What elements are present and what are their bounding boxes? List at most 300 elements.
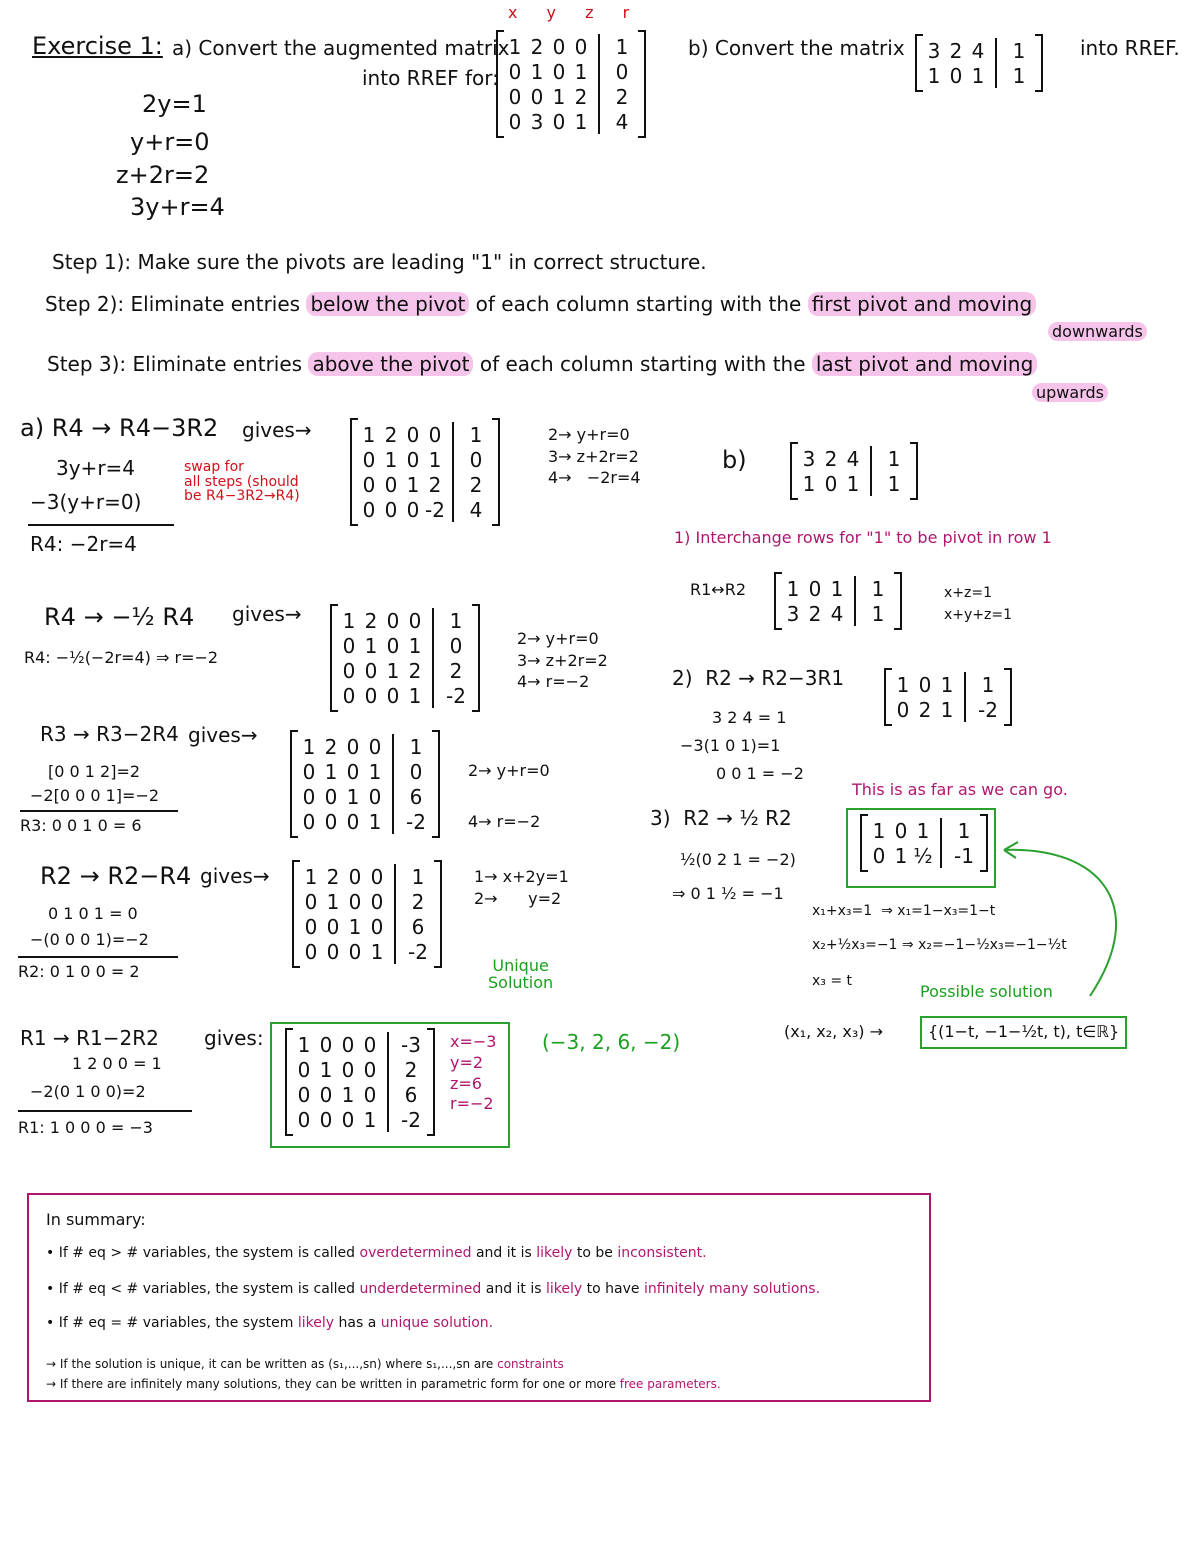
matrix-entry: 1: [971, 63, 985, 88]
matrix-a-4-row: [300, 864, 434, 889]
matrix-entry: 0: [326, 939, 340, 964]
matrix-entry: 1: [1012, 63, 1026, 88]
augment-bar: [940, 843, 942, 868]
matrix-entry: 2: [404, 1057, 418, 1082]
augment-bar: [598, 84, 600, 109]
step-1: Step 1): Make sure the pivots are leading "1" in correct structure.: [52, 250, 707, 274]
matrix-entry: 1: [981, 672, 995, 697]
matrix-entry: 1: [406, 472, 420, 497]
a-gives-3: gives→: [188, 723, 258, 747]
matrix-entry: 1: [384, 447, 398, 472]
step-2-downwards: downwards: [1048, 324, 1147, 341]
matrix-entry: -1: [954, 843, 974, 868]
a-equations-1: 2→ y+r=0 3→ z+2r=2 4→ −2r=4: [548, 425, 641, 488]
matrix-entry: 1: [846, 471, 860, 496]
matrix-entry: 0: [872, 843, 886, 868]
a-work-11: 1 2 0 0 = 1: [72, 1054, 162, 1073]
matrix-entry: 1: [302, 734, 316, 759]
matrix-a-row: [504, 59, 638, 84]
matrix-entry: 1: [872, 818, 886, 843]
matrix-b-2-row: [892, 697, 1004, 722]
matrix-entry: 1: [319, 1057, 333, 1082]
b-work-4: ½(0 2 1 = −2): [680, 850, 796, 869]
matrix-entry: 3: [786, 601, 800, 626]
matrix-entry: 0: [319, 1082, 333, 1107]
matrix-entry: 1: [530, 59, 544, 84]
augment-bar: [394, 914, 396, 939]
matrix-a-step-2: [330, 606, 480, 710]
augment-bar: [392, 759, 394, 784]
matrix-entry: 0: [362, 497, 376, 522]
matrix-entry: 0: [297, 1057, 311, 1082]
matrix-entry: 2: [808, 601, 822, 626]
matrix-entry: 0: [368, 734, 382, 759]
matrix-entry: 0: [508, 59, 522, 84]
matrix-entry: 1: [574, 109, 588, 134]
matrix-entry: 0: [364, 683, 378, 708]
matrix-entry: ½: [913, 843, 933, 868]
matrix-entry: 0: [342, 633, 356, 658]
augment-bar: [394, 889, 396, 914]
matrix-entry: 1: [896, 672, 910, 697]
matrix-a-row: [504, 34, 638, 59]
matrix-a-row: [504, 109, 638, 134]
matrix-entry: 2: [364, 608, 378, 633]
augment-bar: [387, 1082, 389, 1107]
augment-bar: [392, 809, 394, 834]
augment-bar: [598, 109, 600, 134]
matrix-b-row: [923, 38, 1035, 63]
matrix-entry: -2: [446, 683, 466, 708]
b-op-2: 2) R2 → R2−3R1: [672, 666, 845, 690]
matrix-entry: 1: [363, 1107, 377, 1132]
matrix-entry: 2: [408, 658, 422, 683]
matrix-entry: 1: [324, 759, 338, 784]
augment-bar: [870, 471, 872, 496]
augment-bar: [452, 447, 454, 472]
a-op-1: a) R4 → R4−3R2: [20, 414, 219, 442]
matrix-a-1-row: [358, 497, 492, 522]
matrix-entry: 2: [324, 734, 338, 759]
a-work-7: R3: 0 0 1 0 = 6: [20, 816, 142, 835]
matrix-entry: -2: [401, 1107, 421, 1132]
a-work-9: −(0 0 0 1)=−2: [30, 930, 149, 949]
matrix-entry: 0: [384, 472, 398, 497]
matrix-entry: 1: [370, 939, 384, 964]
augment-bar: [387, 1057, 389, 1082]
b-step-1: 1) Interchange rows for "1" to be pivot in row 1: [674, 528, 1052, 547]
a-work-6: −2[0 0 0 1]=−2: [30, 786, 160, 805]
equation-4: 3y+r=4: [130, 193, 225, 221]
matrix-a-4-row: [300, 889, 434, 914]
equation-2: y+r=0: [130, 128, 210, 156]
matrix-entry: 0: [386, 633, 400, 658]
b-work-1: 3 2 4 = 1: [712, 708, 787, 727]
matrix-entry: 0: [384, 497, 398, 522]
matrix-entry: 2: [949, 38, 963, 63]
a-work-1: 3y+r=4: [56, 456, 136, 480]
matrix-entry: 1: [940, 697, 954, 722]
matrix-entry: 0: [346, 734, 360, 759]
augment-bar: [394, 939, 396, 964]
matrix-entry: 2: [824, 446, 838, 471]
augment-bar: [452, 422, 454, 447]
augment-bar: [392, 784, 394, 809]
matrix-a-1-row: [358, 472, 492, 497]
augment-bar: [598, 34, 600, 59]
matrix-entry: 0: [918, 672, 932, 697]
summary-bullet-2: • If # eq < # variables, the system is called underdetermined and it is likely to have infinitely many solutions.: [46, 1281, 821, 1297]
matrix-entry: 1: [508, 34, 522, 59]
a-work-3: R4: −2r=4: [30, 532, 137, 556]
matrix-entry: -2: [978, 697, 998, 722]
step-3: Step 3): Eliminate entries above the pivot of each column starting with the last pivot and moving: [47, 354, 1037, 375]
matrix-entry: 2: [469, 472, 483, 497]
matrix-entry: 0: [508, 109, 522, 134]
matrix-a-5-row: [293, 1107, 427, 1132]
augment-bar: [598, 59, 600, 84]
matrix-entry: 1: [927, 63, 941, 88]
matrix-entry: 0: [324, 784, 338, 809]
matrix-b-0-row: [798, 471, 910, 496]
matrix-entry: 0: [552, 34, 566, 59]
matrix-b-3-row: [868, 818, 980, 843]
matrix-entry: 0: [348, 889, 362, 914]
matrix-entry: 0: [428, 422, 442, 447]
a-op-4: R2 → R2−R4: [40, 862, 192, 890]
matrix-b-0-row: [798, 446, 910, 471]
matrix-entry: 0: [370, 864, 384, 889]
a-gives-5: gives:: [204, 1026, 264, 1050]
matrix-entry: 1: [326, 889, 340, 914]
matrix-entry: 0: [363, 1082, 377, 1107]
matrix-b-3-row: [868, 843, 980, 868]
matrix-entry: 3: [802, 446, 816, 471]
augment-bar: [387, 1032, 389, 1057]
b-param-1: x₁+x₃=1 ⇒ x₁=1−x₃=1−t: [812, 903, 996, 919]
matrix-entry: 2: [615, 84, 629, 109]
param-lhs: (x₁, x₂, x₃) →: [784, 1022, 883, 1041]
matrix-entry: 0: [346, 759, 360, 784]
matrix-entry: 4: [846, 446, 860, 471]
matrix-entry: 0: [949, 63, 963, 88]
matrix-entry: 2: [574, 84, 588, 109]
matrix-entry: 0: [574, 34, 588, 59]
a-op-5: R1 → R1−2R2: [20, 1026, 159, 1050]
matrix-entry: 6: [404, 1082, 418, 1107]
matrix-entry: 4: [615, 109, 629, 134]
matrix-entry: 1: [830, 576, 844, 601]
matrix-entry: -2: [408, 939, 428, 964]
matrix-a-2-row: [338, 633, 472, 658]
augment-bar: [387, 1107, 389, 1132]
matrix-a-original: [496, 32, 646, 136]
matrix-entry: 4: [469, 497, 483, 522]
matrix-entry: 0: [469, 447, 483, 472]
matrix-b-final: [860, 816, 988, 870]
swap-note: swap for all steps (should be R4−3R2→R4): [184, 459, 300, 505]
part-a-prompt-2: into RREF for:: [362, 66, 499, 90]
matrix-entry: 0: [362, 472, 376, 497]
augment-bar: [940, 818, 942, 843]
step-2: Step 2): Eliminate entries below the pivot of each column starting with the first pivot and moving: [45, 294, 1036, 315]
matrix-b-step-0: [790, 444, 918, 498]
matrix-entry: -2: [425, 497, 445, 522]
matrix-entry: 0: [302, 784, 316, 809]
augment-bar: [432, 658, 434, 683]
matrix-entry: 0: [386, 608, 400, 633]
matrix-entry: 1: [341, 1082, 355, 1107]
matrix-entry: 2: [326, 864, 340, 889]
matrix-entry: 1: [916, 818, 930, 843]
matrix-entry: 0: [530, 84, 544, 109]
matrix-entry: 3: [927, 38, 941, 63]
matrix-entry: 6: [409, 784, 423, 809]
matrix-entry: 0: [406, 497, 420, 522]
matrix-a-5-row: [293, 1032, 427, 1057]
matrix-entry: 1: [802, 471, 816, 496]
augment-bar: [854, 601, 856, 626]
matrix-entry: 6: [411, 914, 425, 939]
matrix-b-1-row: [782, 576, 894, 601]
matrix-a-step-4: [292, 862, 442, 966]
matrix-entry: 0: [362, 447, 376, 472]
matrix-entry: 0: [408, 608, 422, 633]
part-b-prompt: b) Convert the matrix: [688, 36, 905, 60]
b-param-3: x₃ = t: [812, 973, 853, 989]
param-solution-box: {(1−t, −1−½t, t), t∈ℝ}: [920, 1016, 1127, 1049]
matrix-entry: 0: [363, 1032, 377, 1057]
matrix-entry: 1: [362, 422, 376, 447]
matrix-entry: 1: [940, 672, 954, 697]
matrix-entry: 1: [304, 864, 318, 889]
matrix-a-1-row: [358, 422, 492, 447]
a-work-2: −3(y+r=0): [30, 490, 142, 514]
matrix-entry: 0: [341, 1057, 355, 1082]
b-param-2: x₂+½x₃=−1 ⇒ x₂=−1−½x₃=−1−½t: [812, 937, 1067, 953]
matrix-entry: -2: [406, 809, 426, 834]
matrix-entry: 0: [341, 1107, 355, 1132]
matrix-entry: 1: [411, 864, 425, 889]
matrix-entry: 1: [342, 608, 356, 633]
matrix-entry: 0: [615, 59, 629, 84]
matrix-entry: 1: [871, 576, 885, 601]
matrix-entry: 0: [370, 914, 384, 939]
a-equations-2: 2→ y+r=0 3→ z+2r=2 4→ r=−2: [517, 629, 608, 692]
augment-bar: [964, 697, 966, 722]
matrix-a-2-row: [338, 608, 472, 633]
matrix-entry: 1: [364, 633, 378, 658]
matrix-entry: 0: [386, 683, 400, 708]
matrix-entry: 0: [319, 1107, 333, 1132]
a-equations-4: 1→ x+2y=1 2→ y=2: [474, 867, 569, 908]
b-equations-1: x+z=1 x+y+z=1: [944, 585, 1013, 624]
matrix-entry: 1: [887, 471, 901, 496]
matrix-entry: 1: [894, 843, 908, 868]
matrix-entry: 0: [824, 471, 838, 496]
augment-bar: [432, 608, 434, 633]
matrix-entry: -3: [401, 1032, 421, 1057]
augment-bar: [870, 446, 872, 471]
matrix-entry: 0: [302, 809, 316, 834]
matrix-entry: 1: [574, 59, 588, 84]
augment-bar: [432, 633, 434, 658]
matrix-entry: 0: [342, 658, 356, 683]
matrix-entry: 1: [386, 658, 400, 683]
matrix-entry: 1: [297, 1032, 311, 1057]
matrix-entry: 0: [368, 784, 382, 809]
possible-solution-label: Possible solution: [920, 982, 1053, 1001]
matrix-entry: 0: [304, 889, 318, 914]
matrix-entry: 1: [957, 818, 971, 843]
matrix-entry: 0: [324, 809, 338, 834]
summary-note-1: → If the solution is unique, it can be written as (s₁,...,sn) where s₁,...,sn are constraints: [46, 1357, 564, 1371]
augment-bar: [995, 38, 997, 63]
exercise-title: Exercise 1:: [32, 32, 163, 60]
a-final-values: x=−3 y=2 z=6 r=−2: [450, 1032, 497, 1114]
a-work-5: [0 0 1 2]=2: [48, 762, 141, 781]
a-solution-tuple: (−3, 2, 6, −2): [542, 1030, 681, 1054]
matrix-entry: 0: [341, 1032, 355, 1057]
matrix-a-4-row: [300, 914, 434, 939]
matrix-entry: 1: [408, 633, 422, 658]
a-work-8: 0 1 0 1 = 0: [48, 904, 138, 923]
equation-3: z+2r=2: [116, 161, 210, 189]
matrix-entry: 1: [469, 422, 483, 447]
matrix-entry: 1: [409, 734, 423, 759]
summary-note-2: → If there are infinitely many solutions, they can be written in parametric form for one or more free parameters.: [46, 1377, 721, 1391]
equation-1: 2y=1: [142, 90, 207, 118]
a-gives-2: gives→: [232, 602, 302, 626]
matrix-entry: 1: [552, 84, 566, 109]
summary-bullet-1: • If # eq > # variables, the system is called overdetermined and it is likely to be inconsistent.: [46, 1245, 707, 1261]
matrix-entry: 1: [346, 784, 360, 809]
matrix-entry: 1: [368, 809, 382, 834]
augment-bar: [432, 683, 434, 708]
matrix-entry: 0: [346, 809, 360, 834]
matrix-entry: 0: [406, 422, 420, 447]
matrix-entry: 0: [297, 1107, 311, 1132]
matrix-b-2-row: [892, 672, 1004, 697]
matrix-b-1-row: [782, 601, 894, 626]
matrix-entry: 0: [409, 759, 423, 784]
matrix-entry: 0: [552, 109, 566, 134]
matrix-a-3-row: [298, 759, 432, 784]
matrix-a-3-row: [298, 734, 432, 759]
matrix-entry: 0: [326, 914, 340, 939]
matrix-a-4-row: [300, 939, 434, 964]
matrix-entry: 2: [428, 472, 442, 497]
a-op-2: R4 → −½ R4: [44, 603, 195, 631]
matrix-entry: 0: [552, 59, 566, 84]
b-op-1: R1↔R2: [690, 580, 746, 599]
as-far-note: This is as far as we can go.: [852, 780, 1068, 799]
augment-bar: [995, 63, 997, 88]
matrix-entry: 0: [370, 889, 384, 914]
matrix-entry: 1: [887, 446, 901, 471]
matrix-a-5-row: [293, 1057, 427, 1082]
summary-bullet-3: • If # eq = # variables, the system likely has a unique solution.: [46, 1315, 494, 1331]
matrix-entry: 3: [530, 109, 544, 134]
matrix-b-row: [923, 63, 1035, 88]
matrix-entry: 0: [348, 864, 362, 889]
matrix-b-step-1: [774, 574, 902, 628]
matrix-entry: 0: [363, 1057, 377, 1082]
matrix-entry: 0: [319, 1032, 333, 1057]
part-b-prompt-2: into RREF.: [1080, 36, 1180, 60]
matrix-a-final: [285, 1030, 435, 1134]
step-3-upwards: upwards: [1032, 385, 1108, 402]
summary-title: In summary:: [46, 1210, 146, 1229]
b-work-2: −3(1 0 1)=1: [680, 736, 781, 755]
matrix-entry: 0: [449, 633, 463, 658]
matrix-entry: 1: [615, 34, 629, 59]
a-equations-3: 2→ y+r=0 4→ r=−2: [468, 761, 550, 832]
matrix-entry: 4: [971, 38, 985, 63]
matrix-entry: 2: [530, 34, 544, 59]
matrix-entry: 2: [411, 889, 425, 914]
part-a-prompt: a) Convert the augmented matrix: [172, 36, 510, 60]
matrix-entry: 2: [384, 422, 398, 447]
a-work-4: R4: −½(−2r=4) ⇒ r=−2: [24, 648, 219, 667]
matrix-a-3-row: [298, 809, 432, 834]
matrix-entry: 1: [428, 447, 442, 472]
augment-bar: [964, 672, 966, 697]
matrix-entry: 2: [449, 658, 463, 683]
matrix-entry: 0: [808, 576, 822, 601]
matrix-a-1-row: [358, 447, 492, 472]
augment-bar: [394, 864, 396, 889]
matrix-entry: 0: [364, 658, 378, 683]
matrix-entry: 1: [449, 608, 463, 633]
b-work-3: 0 0 1 = −2: [716, 764, 804, 783]
matrix-entry: 0: [896, 697, 910, 722]
matrix-entry: 0: [348, 939, 362, 964]
a-op-3: R3 → R3−2R4: [40, 722, 179, 746]
matrix-entry: 0: [302, 759, 316, 784]
matrix-entry: 0: [297, 1082, 311, 1107]
augment-bar: [452, 497, 454, 522]
matrix-a-row: [504, 84, 638, 109]
matrix-a-2-row: [338, 683, 472, 708]
matrix-entry: 2: [918, 697, 932, 722]
matrix-entry: 0: [304, 939, 318, 964]
a-gives-4: gives→: [200, 864, 270, 888]
matrix-a-5-row: [293, 1082, 427, 1107]
matrix-a-2-row: [338, 658, 472, 683]
a-gives-1: gives→: [242, 418, 312, 442]
matrix-entry: 0: [406, 447, 420, 472]
matrix-entry: 1: [368, 759, 382, 784]
matrix-entry: 1: [871, 601, 885, 626]
matrix-entry: 0: [304, 914, 318, 939]
matrix-a-step-3: [290, 732, 440, 836]
matrix-entry: 0: [508, 84, 522, 109]
matrix-b-step-2: [884, 670, 1012, 724]
matrix-entry: 1: [786, 576, 800, 601]
b-op-3: 3) R2 → ½ R2: [650, 806, 792, 830]
a-work-10: R2: 0 1 0 0 = 2: [18, 962, 140, 981]
matrix-entry: 1: [408, 683, 422, 708]
matrix-a-3-row: [298, 784, 432, 809]
matrix-entry: 1: [1012, 38, 1026, 63]
matrix-a-step-1: [350, 420, 500, 524]
unique-solution-label: Unique Solution: [488, 956, 554, 992]
variable-labels: x y z r: [508, 3, 642, 22]
b-work-5: ⇒ 0 1 ½ = −1: [672, 884, 784, 903]
a-work-12: −2(0 1 0 0)=2: [30, 1082, 146, 1101]
matrix-entry: 4: [830, 601, 844, 626]
